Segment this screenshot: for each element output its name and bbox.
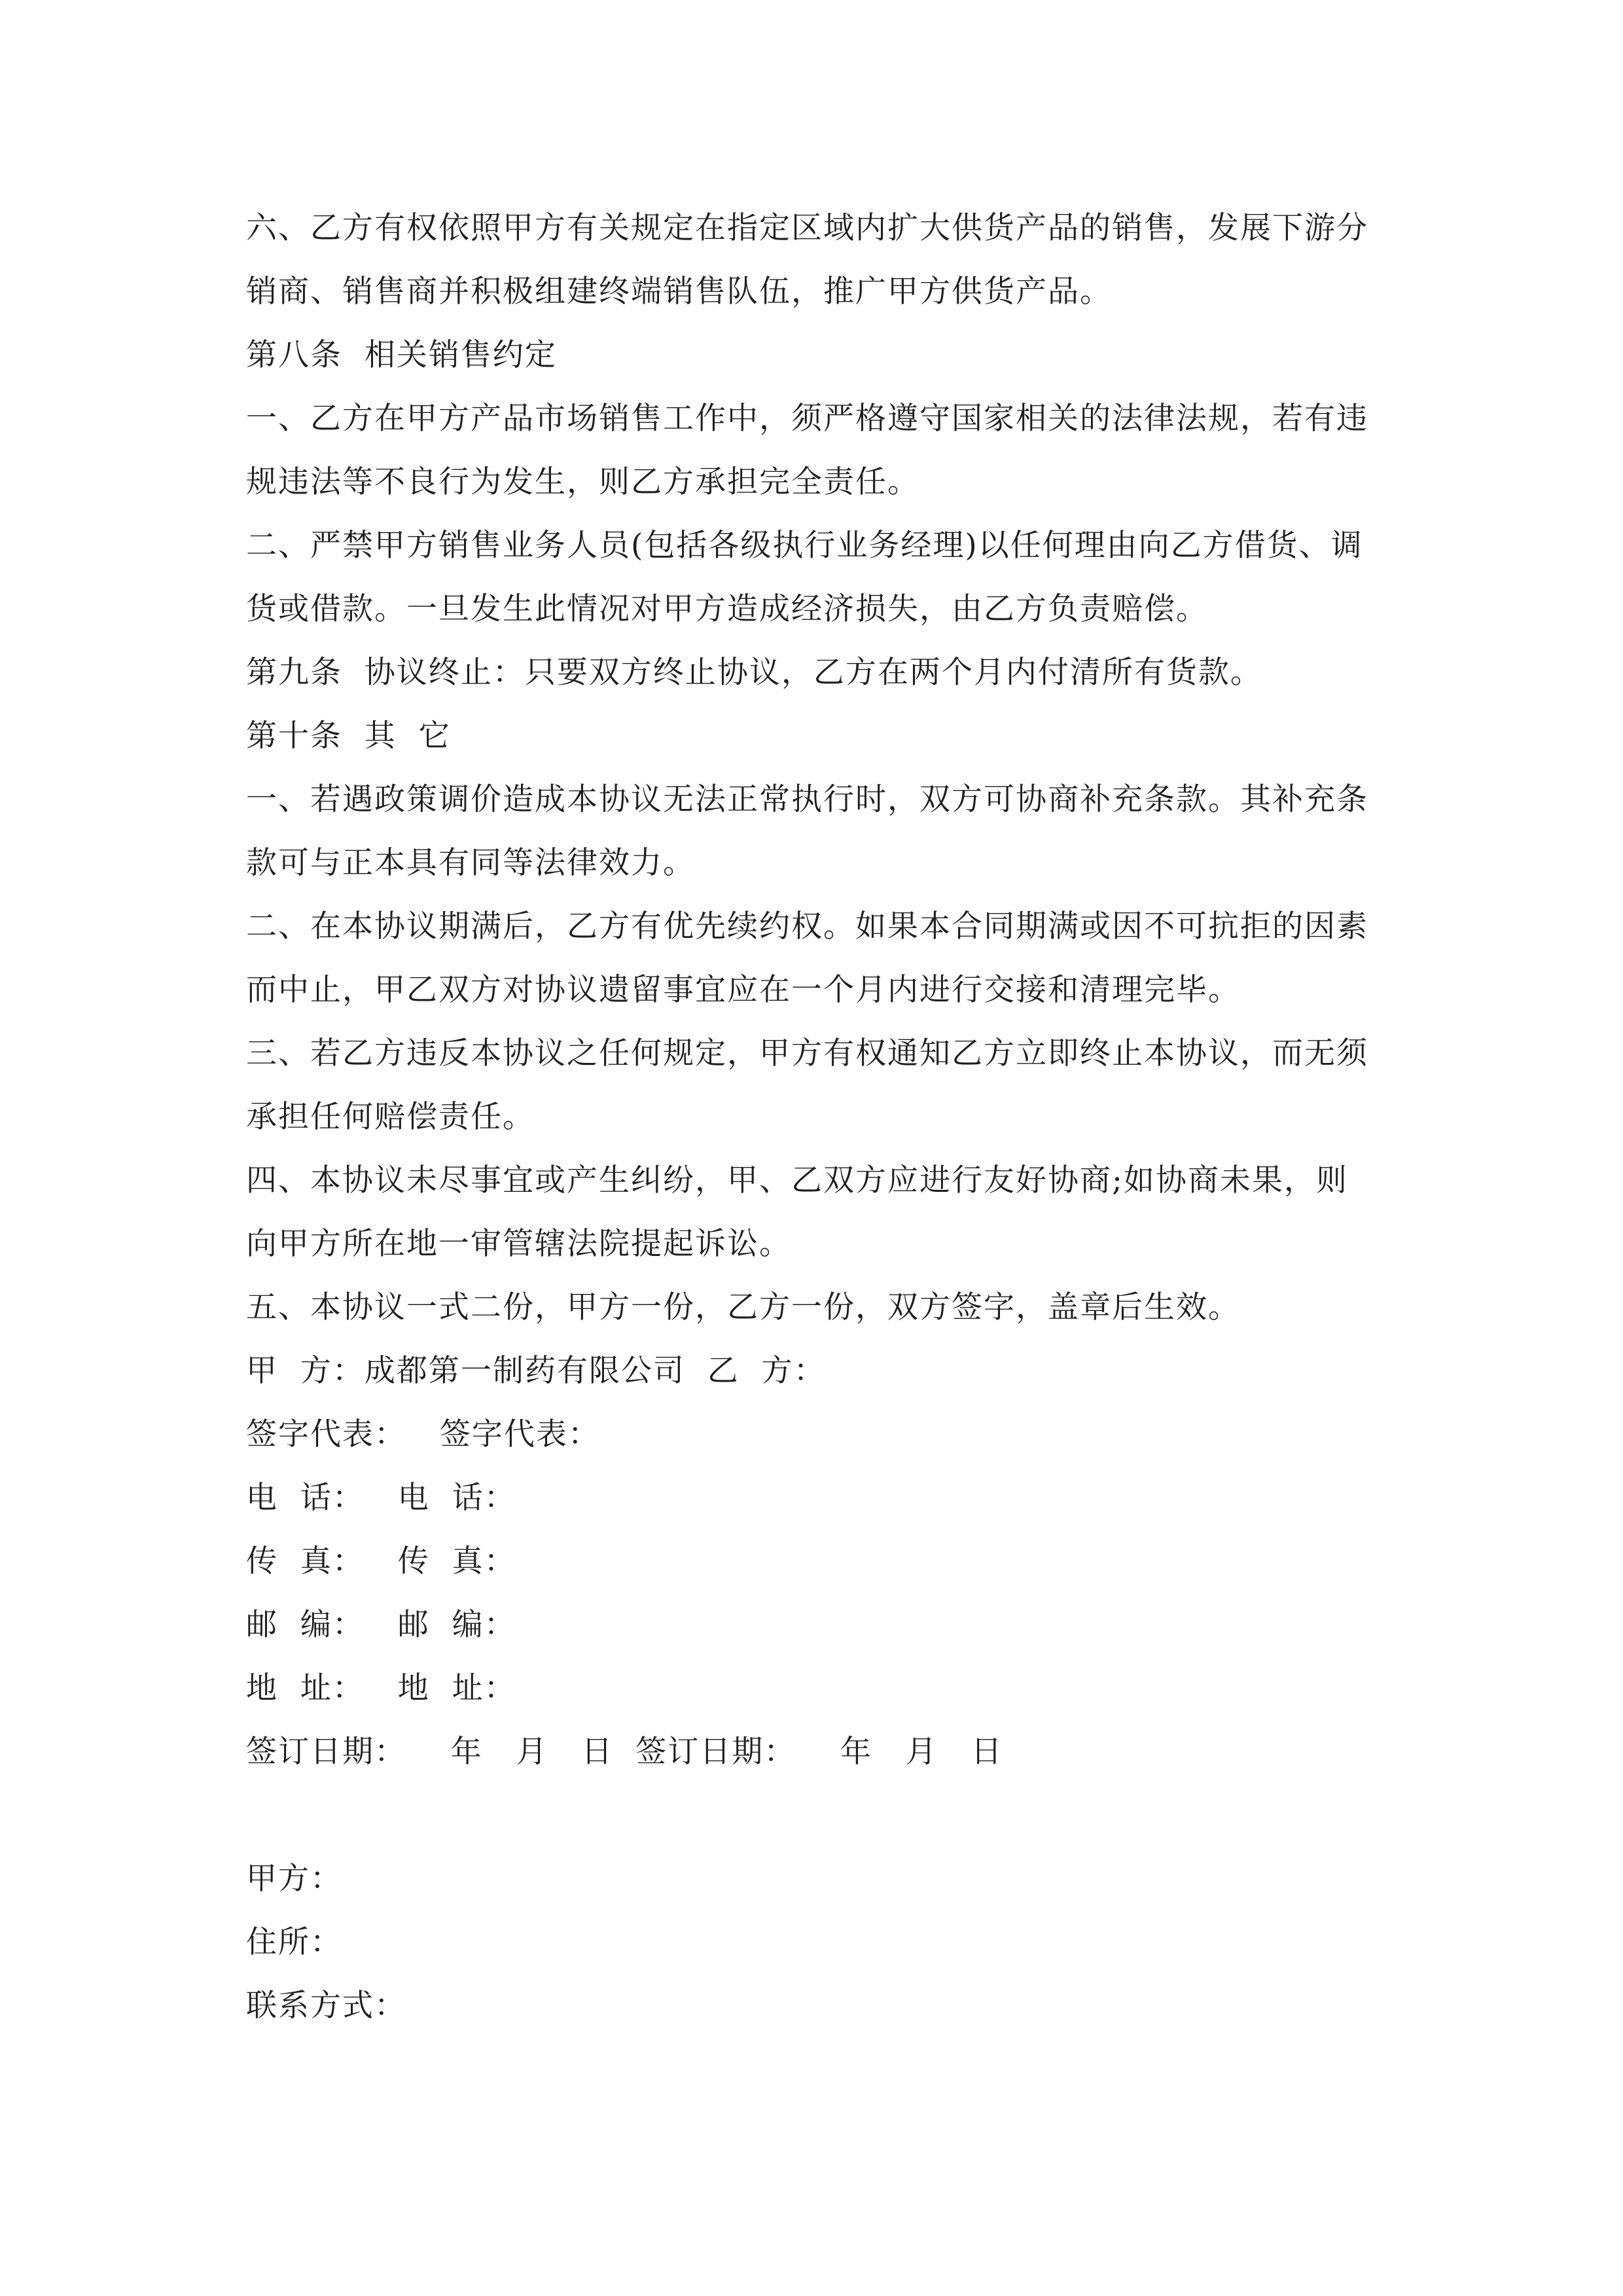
text-line: 款可与正本具有同等法律效力。 — [246, 845, 695, 881]
text-line: 而中止，甲乙双方对协议遗留事宜应在一个月内进行交接和清理完毕。 — [246, 972, 1240, 1008]
text-line: 货或借款。一旦发生此情况对甲方造成经济损失，由乙方负责赔偿。 — [246, 591, 1208, 627]
text-line: 销商、销售商并积极组建终端销售队伍，推广甲方供货产品。 — [246, 274, 1112, 310]
text-line: 一、乙方在甲方产品市场销售工作中，须严格遵守国家相关的法律法规，若有违 — [246, 401, 1368, 437]
text-line: 承担任何赔偿责任。 — [246, 1099, 535, 1135]
party-a-company-line: 甲 方：成都第一制药有限公司 乙 方： — [246, 1353, 826, 1389]
text-line: 二、严禁甲方销售业务人员(包括各级执行业务经理)以任何理由向乙方借货、调 — [246, 528, 1363, 564]
text-line: 五、本协议一式二份，甲方一份，乙方一份，双方签字，盖章后生效。 — [246, 1289, 1240, 1325]
article-ten-heading: 第十条 其 它 — [246, 718, 451, 754]
signing-date-line: 签订日期： 年 月 日 签订日期： 年 月 日 — [246, 1734, 1003, 1770]
postcode-line: 邮 编： 邮 编： — [246, 1607, 516, 1643]
article-nine-line: 第九条 协议终止：只要双方终止协议，乙方在两个月内付清所有货款。 — [246, 655, 1262, 691]
text-line-six-continued: 六、乙方有权依照甲方有关规定在指定区域内扩大供货产品的销售，发展下游分 — [246, 210, 1368, 246]
text-line: 二、在本协议期满后，乙方有优先续约权。如果本合同期满或因不可抗拒的因素 — [246, 908, 1368, 944]
footer-party-a-label: 甲方： — [246, 1861, 342, 1897]
text-line: 规违法等不良行为发生，则乙方承担完全责任。 — [246, 464, 919, 500]
fax-line: 传 真： 传 真： — [246, 1543, 516, 1579]
text-line: 三、若乙方违反本协议之任何规定，甲方有权通知乙方立即终止本协议，而无须 — [246, 1035, 1368, 1071]
footer-residence-label: 住所： — [246, 1924, 342, 1960]
text-line: 一、若遇政策调价造成本协议无法正常执行时，双方可协商补充条款。其补充条 — [246, 781, 1368, 817]
text-line: 向甲方所在地一审管辖法院提起诉讼。 — [246, 1226, 791, 1262]
address-line: 地 址： 地 址： — [246, 1670, 516, 1706]
footer-contact-label: 联系方式： — [246, 1988, 406, 2024]
signature-representative-line: 签字代表： 签字代表： — [246, 1416, 600, 1452]
text-line: 四、本协议未尽事宜或产生纠纷，甲、乙双方应进行友好协商;如协商未果，则 — [246, 1162, 1348, 1198]
phone-line: 电 话： 电 话： — [246, 1480, 516, 1516]
article-eight-heading: 第八条 相关销售约定 — [246, 337, 557, 373]
document-body — [246, 196, 1388, 2037]
